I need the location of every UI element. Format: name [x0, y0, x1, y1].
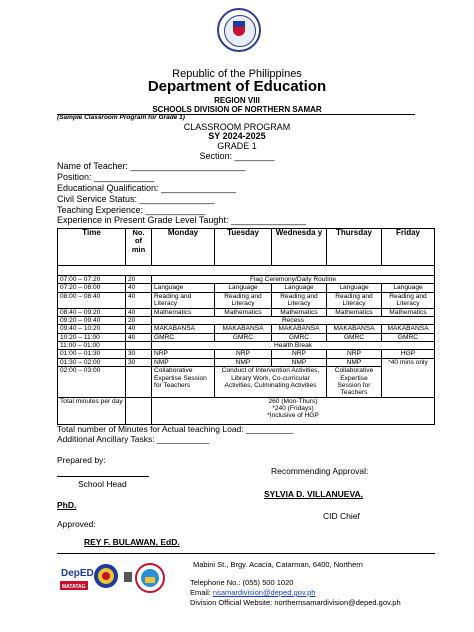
total-line: *240 (Fridays) [272, 405, 314, 412]
minutes-cell: 40 [126, 333, 152, 341]
col-header-minutes: No. of min [126, 229, 152, 266]
sds-name: REY F. BULAWAN, EdD. [84, 537, 180, 547]
cid-chief-name: SYLVIA D. VILLANUEVA, [264, 489, 364, 499]
minutes-cell: 20 [126, 316, 152, 324]
subject-cell: Collaborative Expertise Session for Teachers [327, 367, 382, 398]
civil-service-field: Civil Service Status: _______________ [57, 194, 215, 204]
subject-cell: NMP [215, 358, 272, 366]
subject-cell: Mathematics [272, 308, 327, 316]
time-cell: 07:20 – 08:00 [58, 284, 126, 292]
grade-label: GRADE 1 [217, 141, 257, 151]
approved-label: Approved: [57, 519, 96, 529]
col-header-thursday: Thursday [327, 229, 382, 266]
section-field: Section: ________ [199, 151, 275, 161]
cid-chief-title: CID Chief [323, 511, 360, 521]
table-row [58, 342, 435, 350]
total-minutes-value [152, 397, 435, 424]
department-heading: Department of Education [147, 78, 327, 95]
time-cell: 10:20 – 11:00 [58, 333, 126, 341]
qualification-field: Educational Qualification: _______________ [57, 183, 237, 193]
table-row [58, 292, 435, 308]
subject-cell: Reading and Literacy [215, 292, 272, 308]
table-row [58, 284, 435, 292]
subject-cell: NMP [152, 358, 215, 366]
table-row [58, 266, 435, 276]
prepared-by-label: Prepared by: [57, 455, 106, 465]
subject-cell: GMRC [272, 333, 327, 341]
email-label: Email: [190, 588, 213, 597]
table-row [58, 367, 435, 398]
subject-cell: MAKABANSA [327, 325, 382, 333]
subject-cell: GMRC [327, 333, 382, 341]
region-heading: REGION VIII [214, 96, 260, 105]
subject-cell: Mathematics [152, 308, 215, 316]
subject-cell: Mathematics [327, 308, 382, 316]
school-head-label: School Head [78, 479, 127, 489]
subject-cell: MAKABANSA [152, 325, 215, 333]
table-row [58, 397, 435, 424]
intervention-cell: Conduct of Intervention Activities, Library Work, Co-curricular Activities, Culminating Activities [215, 367, 327, 398]
bagong-pilipinas-logo [92, 563, 120, 593]
matatag-logo-text: MATATAG [62, 584, 86, 590]
sample-note: (Sample Classroom Program for Grade 1) [57, 114, 185, 121]
subject-cell: Reading and Literacy [272, 292, 327, 308]
phd-suffix: PhD. [57, 500, 77, 510]
subject-cell: MAKABANSA [382, 325, 435, 333]
col-header-wednesday: Wednesda y [272, 229, 327, 266]
subject-cell: Collaborative Expertise Session for Teachers [152, 367, 215, 398]
teacher-name-field: Name of Teacher: _______________________ [57, 161, 246, 171]
health-break-cell: Health Break [152, 342, 435, 350]
subject-cell: NRP [327, 350, 382, 358]
subject-cell: Language [327, 284, 382, 292]
recommending-label: Recommending Approval: [271, 466, 369, 476]
teaching-experience-field: Teaching Experience: ____________ [57, 205, 206, 215]
subject-cell: NRP [152, 350, 215, 358]
time-cell: 01:30 – 02:00 [58, 358, 126, 366]
subject-cell: NRP [272, 350, 327, 358]
subject-cell: Language [272, 284, 327, 292]
minutes-cell [126, 342, 152, 350]
deped-logo-text: DepED [61, 568, 94, 579]
minutes-cell: 20 [126, 276, 152, 284]
deped-seal-logo [217, 8, 261, 52]
minutes-cell: 40 [126, 325, 152, 333]
ancillary-field: Additional Ancillary Tasks: ___________ [57, 434, 210, 444]
footer-website[interactable]: Division Official Website: northernsamardivision@deped.gov.ph [190, 598, 401, 607]
division-heading: SCHOOLS DIVISION OF NORTHERN SAMAR [152, 105, 322, 114]
subject-cell: NMP [272, 358, 327, 366]
position-field: Position: ____________ [57, 172, 155, 182]
table-row [58, 350, 435, 358]
total-line: *Inclusive of HGP [267, 412, 319, 420]
table-row [58, 333, 435, 341]
subject-cell: Language [382, 284, 435, 292]
recess-cell: Recess [152, 316, 435, 324]
footer-divider [57, 553, 435, 554]
minutes-cell: 30 [126, 350, 152, 358]
table-row [58, 325, 435, 333]
time-cell: 08:00 – 08:40 [58, 292, 126, 308]
subject-cell: Language [152, 284, 215, 292]
republic-heading: Republic of the Philippines [172, 68, 302, 80]
subject-cell: Reading and Literacy [382, 292, 435, 308]
minutes-cell: 40 [126, 284, 152, 292]
email-link[interactable]: nsamardivision@deped.gov.ph [212, 588, 316, 597]
total-line: 260 (Mon-Thurs) [268, 397, 318, 405]
table-row [58, 276, 435, 284]
footer-telephone: Telephone No.: (055) 500 1020 [190, 578, 294, 587]
subject-cell: MAKABANSA [215, 325, 272, 333]
subject-cell: GMRC [215, 333, 272, 341]
subject-cell: MAKABANSA [272, 325, 327, 333]
signature-line [57, 476, 149, 477]
flag-ceremony-cell: Flag Ceremony/Daily Routine [152, 276, 435, 284]
subject-cell: GMRC [152, 333, 215, 341]
subject-cell: NRP [215, 350, 272, 358]
friday-note-cell: *40 mins only [382, 358, 435, 397]
table-header-row [58, 229, 435, 266]
subject-cell: NMP [327, 358, 382, 366]
subject-cell: Mathematics [382, 308, 435, 316]
school-year: SY 2024-2025 [208, 131, 266, 141]
minutes-cell: 40 [126, 292, 152, 308]
col-header-monday: Monday [152, 229, 215, 266]
col-header-friday: Friday [382, 229, 435, 266]
col-header-tuesday: Tuesday [215, 229, 272, 266]
time-cell: 01:00 – 01:30 [58, 350, 126, 358]
time-cell: 08:40 – 09:20 [58, 308, 126, 316]
subject-cell: Language [215, 284, 272, 292]
total-minutes-label: Total minutes per day [58, 397, 126, 424]
footer-email [190, 588, 315, 597]
table-row [58, 358, 435, 366]
subject-cell: GMRC [382, 333, 435, 341]
subject-cell: Reading and Literacy [152, 292, 215, 308]
time-cell: 09:20 – 09:40 [58, 316, 126, 324]
grade-experience-field: Experience in Present Grade Level Taught: _______________ [57, 215, 307, 225]
table-row [58, 308, 435, 316]
time-cell: 11:00 – 01:00 [58, 342, 126, 350]
division-seal-logo [135, 563, 165, 593]
minutes-cell: 40 [126, 308, 152, 316]
footer-address: Mabini St., Brgy. Acacia, Catarman, 6400, Northern [193, 560, 363, 569]
program-title: CLASSROOM PROGRAM [183, 122, 291, 132]
time-cell: 07:00 – 07:20 [58, 276, 126, 284]
deped-matatag-logo [60, 564, 94, 594]
teaching-load-field: Total number of Minutes for Actual teaching Load: __________ [57, 424, 294, 434]
col-header-time: Time [58, 229, 126, 266]
subject-cell: HGP [382, 350, 435, 358]
schedule-table [57, 228, 435, 425]
subject-cell: Mathematics [215, 308, 272, 316]
minutes-cell: 30 [126, 358, 152, 366]
table-row [58, 316, 435, 324]
minutes-cell [126, 367, 152, 398]
time-cell: 09:40 – 10:20 [58, 325, 126, 333]
ar-mark-logo [124, 570, 132, 584]
subject-cell: Reading and Literacy [327, 292, 382, 308]
time-cell: 02:00 – 03:00 [58, 367, 126, 398]
